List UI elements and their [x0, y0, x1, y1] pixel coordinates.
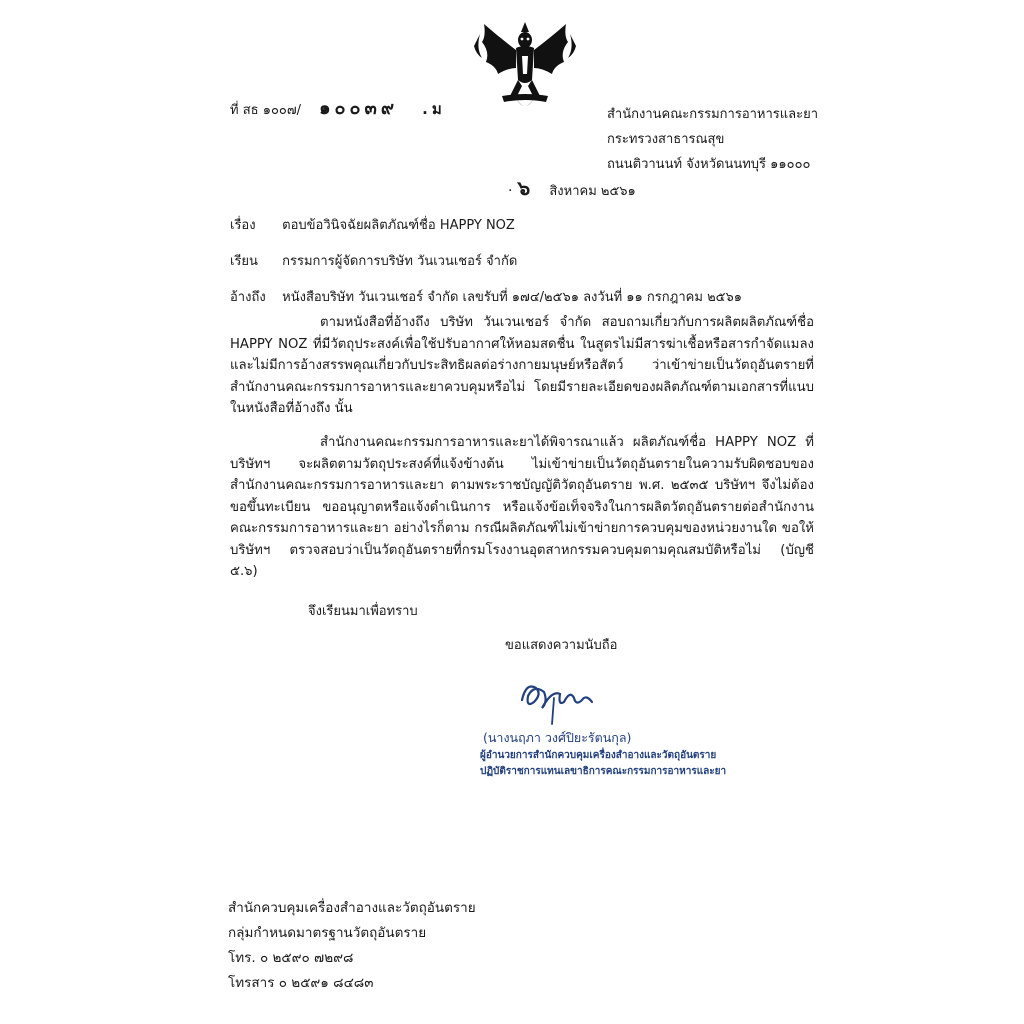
closing-salutation: ขอแสดงความนับถือ — [505, 638, 618, 653]
letter-date: · ๖ สิงหาคม ๒๕๖๑ — [508, 176, 636, 200]
date-day: ๖ — [517, 176, 531, 200]
subject-text: ตอบข้อวินิจฉัยผลิตภัณฑ์ชื่อ HAPPY NOZ — [282, 218, 515, 233]
subject-label: เรื่อง — [230, 218, 256, 233]
reference-number-handwritten: ๑๐๐๓๙ — [319, 98, 399, 119]
reference-label: อ้างถึง — [230, 290, 266, 305]
closing-request: จึงเรียนมาเพื่อทราบ — [308, 604, 418, 619]
reference-prefix: ที่ สธ ๑๐๐๗/ — [230, 103, 301, 118]
letter-page — [40, 0, 860, 1024]
reference-text: หนังสือบริษัท วันเวนเชอร์ จำกัด เลขรับที่ ๑๗๔/๒๕๖๑ ลงวันที่ ๑๑ กรกฎาคม ๒๕๖๑ — [282, 290, 742, 305]
footer-fax: โทรสาร ๐ ๒๕๙๑ ๘๔๘๓ — [228, 975, 374, 991]
agency-line: สำนักงานคณะกรรมการอาหารและยา — [607, 107, 819, 122]
body-paragraph-1: ตามหนังสือที่อ้างถึง บริษัท วันเวนเชอร์ จำกัด สอบถามเกี่ยวกับการผลิตผลิตภัณฑ์ชื่อ HAPPY NOZ ที่มีวัตถุประสงค์เพื่อใช้ปรับอากาศให้หอมสดชื่น ในสูตรไม่มีสารฆ่าเชื้อหรือสารกำจัดแมลงและไม่มีการอ้างสรรพคุณเกี่ยวกับประสิทธิผลต่อร่างกายมนุษย์หรือสัตว์ ว่าเข้าข่ายเป็นวัตถุอันตรายที่สำนักงานคณะกรรมการอาหารและยาควบคุมหรือไม่ โดยมีรายละเอียดของผลิตภัณฑ์ตามเอกสารที่แนบในหนังสือที่อ้างถึง นั้น — [230, 315, 814, 416]
body-paragraph-2: สำนักงานคณะกรรมการอาหารและยาได้พิจารณาแล้ว ผลิตภัณฑ์ชื่อ HAPPY NOZ ที่บริษัทฯ จะผลิตตามวัตถุประสงค์ที่แจ้งข้างต้น ไม่เข้าข่ายเป็นวัตถุอันตรายในความรับผิดชอบของสำนักงานคณะกรรมการอาหารและยา ตามพระราชบัญญัติวัตถุอันตราย พ.ศ. ๒๕๓๕ บริษัทฯ จึงไม่ต้องขอขึ้นทะเบียน ขออนุญาตหรือแจ้งดำเนินการ หรือแจ้งข้อเท็จจริงในการผลิตวัตถุอันตรายต่อสำนักงานคณะกรรมการอาหารและยา อย่างไรก็ตาม กรณีผลิตภัณฑ์ไม่เข้าข่ายการควบคุมของหน่วยงานใด ขอให้บริษัทฯ ตรวจสอบว่าเป็นวัตถุอันตรายที่กรมโรงงานอุตสาหกรรมควบคุมตามคุณสมบัติหรือไม่ (บัญชี ๕.๖) — [230, 435, 814, 579]
date-month-year: สิงหาคม ๒๕๖๑ — [549, 184, 636, 199]
handwritten-signature-icon — [512, 672, 602, 726]
recipient-label: เรียน — [230, 254, 258, 269]
garuda-emblem-icon — [472, 18, 578, 116]
agency-line: ถนนติวานนท์ จังหวัดนนทบุรี ๑๑๐๐๐ — [607, 157, 811, 172]
recipient-text: กรรมการผู้จัดการบริษัท วันเวนเชอร์ จำกัด — [282, 254, 518, 269]
subject-line — [230, 214, 515, 235]
footer-contact — [228, 896, 476, 996]
signatory-title-1: ผู้อำนวยการสำนักควบคุมเครื่องสำอางและวัตถุอันตราย — [480, 750, 717, 761]
footer-division: สำนักควบคุมเครื่องสำอางและวัตถุอันตราย — [228, 900, 476, 916]
footer-group: กลุ่มกำหนดมาตรฐานวัตถุอันตราย — [228, 925, 427, 941]
footer-phone: โทร. ๐ ๒๕๙๐ ๗๒๙๘ — [228, 950, 354, 966]
reference-suffix: .ม — [422, 100, 446, 118]
reference-line — [230, 286, 742, 307]
signatory-title-2: ปฏิบัติราชการแทนเลขาธิการคณะกรรมการอาหารและยา — [480, 766, 727, 777]
agency-line: กระทรวงสาธารณสุข — [607, 132, 725, 147]
reference-number — [230, 93, 446, 122]
agency-address — [607, 102, 818, 177]
recipient-line — [230, 250, 517, 271]
signatory-name: (นางนฤภา วงศ์ปิยะรัตนกุล) — [483, 730, 632, 745]
